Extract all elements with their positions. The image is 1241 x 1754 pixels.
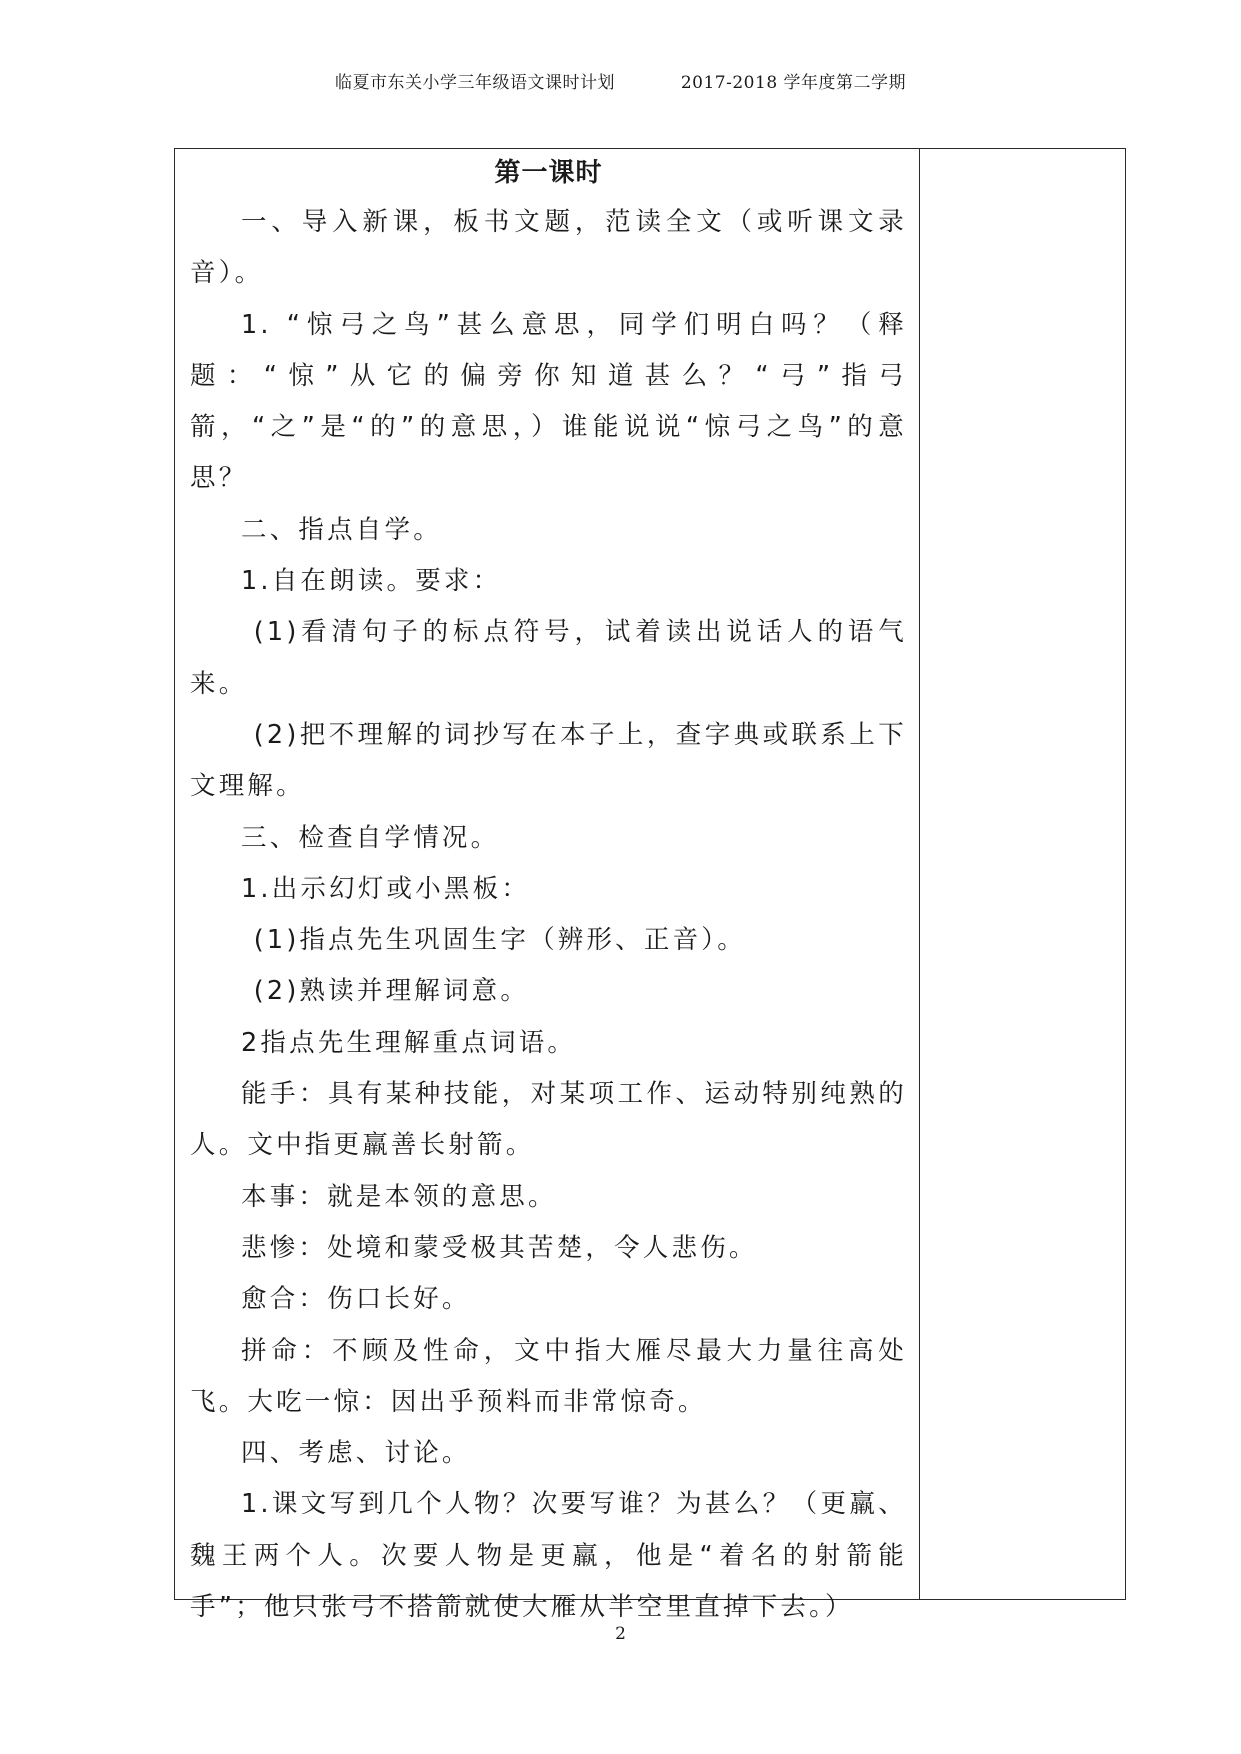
lesson-paragraph: (1)指点先生巩固生字（辨形、正音）。 [253,925,746,956]
page-number: 2 [615,1624,626,1644]
lesson-title: 第一课时 [494,158,603,188]
lesson-paragraph: 能手：具有某种技能，对某项工作、运动特别纯熟的人。文中指更羸善长射箭。 [190,1079,907,1161]
lesson-paragraph: 1. “惊弓之鸟”甚么意思，同学们明白吗？（释题：“惊”从它的偏旁你知道甚么？“弓”指弓箭，“之”是“的”的意思，）谁能说说“惊弓之鸟”的意思？ [190,309,907,494]
lesson-paragraph: (2)熟读并理解词意。 [253,976,530,1007]
lesson-paragraph: 四、考虑、讨论。 [241,1438,471,1469]
lesson-paragraph: 三、检查自学情况。 [241,822,500,853]
lesson-paragraph: 2指点先生理解重点词语。 [241,1027,577,1058]
notes-column [920,149,1125,1599]
lesson-content-column [175,149,920,1623]
lesson-paragraph: (2)把不理解的词抄写在本子上，查字典或联系上下文理解。 [190,719,907,802]
lesson-paragraph: (1)看清句子的标点符号，试着读出说话人的语气来。 [190,617,907,699]
header-term: 2017-2018 学年度第二学期 [680,73,907,93]
lesson-paragraph: 1.出示幻灯或小黑板： [241,873,531,904]
lesson-paragraph: 本事：就是本领的意思。 [241,1181,557,1212]
lesson-paragraph: 悲惨：处境和蒙受极其苦楚，令人悲伤。 [241,1232,758,1263]
page-header [0,68,1241,93]
lesson-paragraph: 1.课文写到几个人物？次要写谁？为甚么？（更羸、魏王两个人。次要人物是更羸，他是“着名的射箭能手”；他只张弓不搭箭就使大雁从半空里直掉下去。） [190,1489,907,1623]
lesson-paragraph: 二、指点自学。 [241,514,442,545]
lesson-paragraph: 拼命：不顾及性命，文中指大雁尽最大力量往高处飞。大吃一惊：因出乎预料而非常惊奇。 [190,1335,907,1417]
lesson-paragraph: 一、导入新课，板书文题，范读全文（或听课文录音）。 [190,207,907,289]
lesson-paragraph: 1.自在朗读。要求： [241,566,502,597]
lesson-paragraph: 愈合：伤口长好。 [241,1284,471,1315]
header-school-title: 临夏市东关小学三年级语文课时计划 [334,73,615,93]
lesson-table [174,148,1126,1623]
